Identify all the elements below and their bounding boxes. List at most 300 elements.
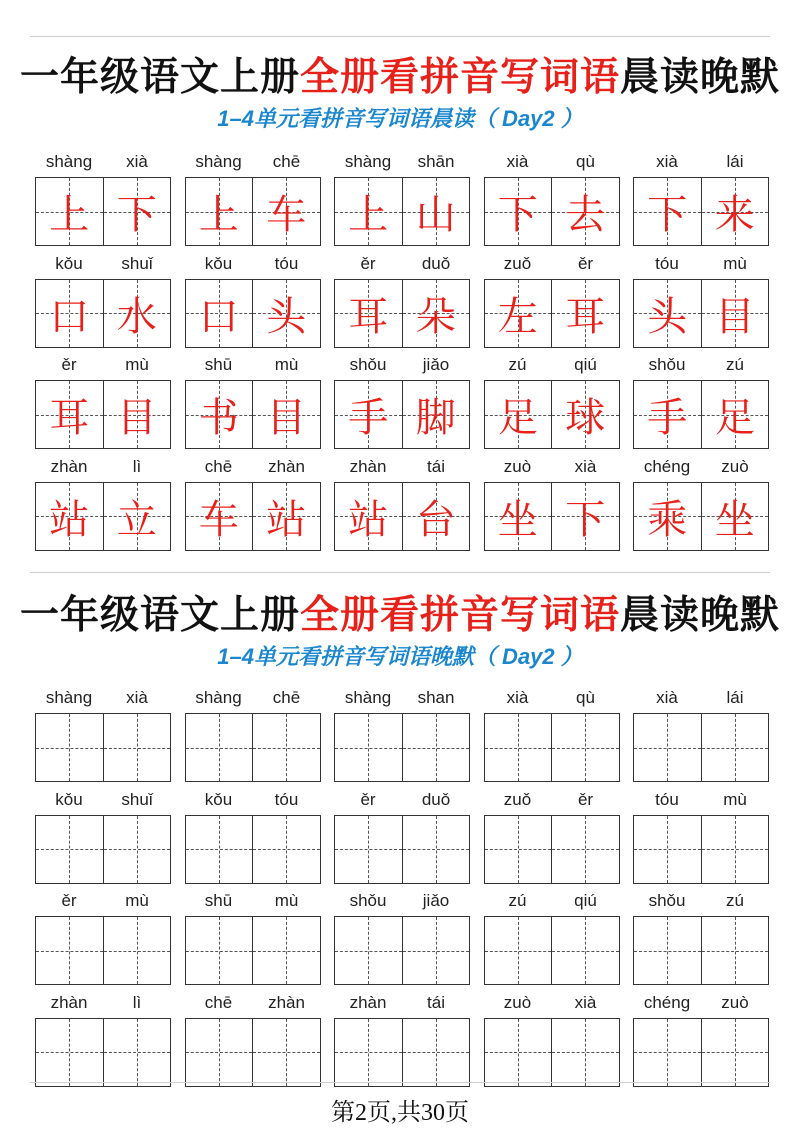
writing-cell xyxy=(36,178,104,245)
pinyin-label: chē xyxy=(204,992,233,1012)
pinyin-label: shān xyxy=(417,152,455,171)
writing-cell xyxy=(186,280,254,347)
tianzige-box xyxy=(633,916,769,985)
pinyin-label: mù xyxy=(125,891,149,910)
pinyin-label: chéng xyxy=(643,992,691,1012)
writing-cell xyxy=(702,483,769,550)
pinyin-label: shū xyxy=(204,355,233,374)
hanzi-char: 站 xyxy=(266,496,307,543)
word-item xyxy=(185,790,321,892)
pinyin-label: tóu xyxy=(655,253,679,273)
tianzige-box xyxy=(633,279,769,348)
pinyin-label: xià xyxy=(656,688,678,707)
word-item xyxy=(334,152,470,254)
title-highlight: 全册看拼音写词语 xyxy=(299,55,620,100)
pinyin-label: zuò xyxy=(721,992,749,1012)
hanzi-char: 站 xyxy=(49,496,90,543)
writing-cell[interactable] xyxy=(104,1019,171,1086)
pinyin-label: mù xyxy=(274,355,299,374)
writing-cell[interactable] xyxy=(634,1019,702,1086)
hanzi-char: 下 xyxy=(497,192,538,238)
pinyin-label: shàng xyxy=(344,688,392,707)
word-row xyxy=(35,355,771,457)
pinyin-label: xià xyxy=(506,152,529,171)
pinyin-label: shū xyxy=(204,891,233,910)
pinyin-label: duǒ xyxy=(421,789,451,809)
writing-cell xyxy=(403,280,470,347)
word-item xyxy=(35,457,171,559)
hanzi-char: 去 xyxy=(565,192,606,238)
pinyin-label: zú xyxy=(726,891,744,910)
word-item xyxy=(633,254,769,356)
tianzige-box xyxy=(35,482,171,551)
writing-cell xyxy=(253,280,320,347)
pinyin-label: shàng xyxy=(195,152,242,171)
writing-cell[interactable] xyxy=(335,714,403,781)
writing-cell[interactable] xyxy=(403,714,470,781)
word-item xyxy=(334,688,470,790)
writing-cell xyxy=(485,381,553,448)
tianzige-box xyxy=(185,713,321,782)
writing-cell[interactable] xyxy=(552,1019,619,1086)
hanzi-char: 下 xyxy=(647,192,688,238)
writing-cell xyxy=(104,483,171,550)
writing-cell xyxy=(634,483,702,550)
writing-cell[interactable] xyxy=(403,1019,470,1086)
tianzige-box xyxy=(334,1018,470,1087)
hanzi-char: 耳 xyxy=(348,293,389,340)
tianzige-box xyxy=(35,279,171,348)
word-item xyxy=(185,152,321,254)
pinyin-label: tóu xyxy=(274,253,299,273)
writing-cell xyxy=(485,280,553,347)
writing-cell[interactable] xyxy=(702,917,769,984)
pinyin-label: shǒu xyxy=(648,355,686,374)
word-item xyxy=(484,688,620,790)
tianzige-box xyxy=(633,380,769,449)
pinyin-label: chē xyxy=(272,688,301,707)
pinyin-label: ěr xyxy=(61,355,77,374)
tianzige-box xyxy=(633,815,769,884)
pinyin-label: ěr xyxy=(360,253,376,273)
pinyin-label: shàng xyxy=(195,688,242,707)
writing-cell xyxy=(552,483,619,550)
hanzi-char: 口 xyxy=(198,293,239,340)
writing-cell[interactable] xyxy=(36,816,104,883)
word-item xyxy=(484,993,620,1095)
writing-cell[interactable] xyxy=(186,917,254,984)
writing-cell[interactable] xyxy=(403,917,470,984)
writing-cell xyxy=(335,381,403,448)
writing-cell xyxy=(104,280,171,347)
hanzi-char: 头 xyxy=(266,293,307,340)
writing-cell[interactable] xyxy=(552,917,619,984)
writing-cell xyxy=(36,381,104,448)
tianzige-box xyxy=(185,1018,321,1087)
pinyin-label: xià xyxy=(126,688,148,707)
word-item xyxy=(334,993,470,1095)
tianzige-box xyxy=(334,177,470,246)
tianzige-box xyxy=(185,916,321,985)
word-row xyxy=(35,790,771,892)
hanzi-char: 脚 xyxy=(415,395,456,441)
pinyin-label: tái xyxy=(427,456,445,476)
pinyin-label: chéng xyxy=(643,456,691,476)
word-item xyxy=(185,254,321,356)
hanzi-char: 朵 xyxy=(415,293,456,340)
word-row xyxy=(35,254,771,356)
pinyin-label: shǒu xyxy=(648,891,686,910)
top-divider xyxy=(30,36,770,37)
tianzige-box xyxy=(484,177,620,246)
tianzige-box xyxy=(185,380,321,449)
tianzige-box xyxy=(484,380,620,449)
tianzige-box xyxy=(185,279,321,348)
writing-cell xyxy=(702,280,769,347)
writing-cell xyxy=(634,178,702,245)
pinyin-label: ěr xyxy=(61,891,77,910)
writing-cell[interactable] xyxy=(702,1019,769,1086)
writing-cell xyxy=(552,280,619,347)
writing-cell xyxy=(36,280,104,347)
writing-cell[interactable] xyxy=(335,1019,403,1086)
tianzige-box xyxy=(484,815,620,884)
tianzige-box xyxy=(35,713,171,782)
tianzige-box xyxy=(185,815,321,884)
word-row xyxy=(35,688,771,790)
writing-cell[interactable] xyxy=(485,816,553,883)
tianzige-box xyxy=(334,279,470,348)
pinyin-label: xià xyxy=(126,152,148,171)
pinyin-label: chē xyxy=(272,152,301,171)
pinyin-label: xià xyxy=(574,456,597,476)
pinyin-label: shuǐ xyxy=(121,253,153,273)
middle-divider xyxy=(30,572,770,573)
hanzi-char: 山 xyxy=(415,192,456,238)
hanzi-char: 左 xyxy=(497,293,538,340)
pinyin-label: xià xyxy=(506,688,529,707)
pinyin-label: kǒu xyxy=(55,789,83,809)
word-item xyxy=(484,891,620,993)
writing-cell xyxy=(335,483,403,550)
writing-cell[interactable] xyxy=(702,714,769,781)
hanzi-char: 上 xyxy=(49,192,90,238)
pinyin-label: shàng xyxy=(45,152,93,171)
word-item xyxy=(185,993,321,1095)
writing-cell[interactable] xyxy=(335,917,403,984)
hanzi-char: 上 xyxy=(198,192,239,238)
writing-cell[interactable] xyxy=(335,816,403,883)
pinyin-label: shan xyxy=(417,688,455,707)
tianzige-box xyxy=(484,916,620,985)
hanzi-char: 足 xyxy=(497,395,538,441)
pinyin-label: chē xyxy=(204,456,233,476)
hanzi-char: 水 xyxy=(116,293,157,340)
hanzi-char: 目 xyxy=(714,293,755,340)
hanzi-char: 耳 xyxy=(565,293,606,340)
word-item xyxy=(334,254,470,356)
tianzige-box xyxy=(633,713,769,782)
word-item xyxy=(185,457,321,559)
word-item xyxy=(185,355,321,457)
writing-cell xyxy=(36,483,104,550)
pinyin-label: zhàn xyxy=(349,992,387,1012)
writing-cell xyxy=(186,483,254,550)
writing-cell xyxy=(485,178,553,245)
tianzige-box xyxy=(185,482,321,551)
pinyin-label: tái xyxy=(427,992,445,1012)
word-row xyxy=(35,152,771,254)
writing-cell[interactable] xyxy=(634,714,702,781)
word-item xyxy=(35,891,171,993)
hanzi-char: 目 xyxy=(266,395,307,441)
tianzige-box xyxy=(633,177,769,246)
writing-cell xyxy=(403,483,470,550)
tianzige-box xyxy=(484,1018,620,1087)
pinyin-label: xià xyxy=(574,992,597,1012)
title-part: 一年级语文上册 xyxy=(19,593,300,638)
pinyin-label: duǒ xyxy=(421,253,451,273)
writing-cell xyxy=(104,178,171,245)
pinyin-label: zú xyxy=(508,355,527,374)
word-item xyxy=(334,457,470,559)
writing-cell[interactable] xyxy=(253,1019,320,1086)
pinyin-label: mù xyxy=(723,789,747,809)
title-part: 一年级语文上册 xyxy=(19,55,300,100)
section-subtitle: 1–4单元看拼音写词语晚默（ Day2 ） xyxy=(217,644,583,669)
pinyin-label: shàng xyxy=(45,688,93,707)
tianzige-box xyxy=(185,177,321,246)
title-part: 晨读晚默 xyxy=(620,55,781,100)
word-item xyxy=(35,355,171,457)
writing-cell[interactable] xyxy=(104,714,171,781)
writing-cell xyxy=(634,381,702,448)
writing-cell[interactable] xyxy=(552,714,619,781)
pinyin-label: tóu xyxy=(274,789,299,809)
word-row xyxy=(35,457,771,559)
writing-cell xyxy=(335,178,403,245)
pinyin-label: qiú xyxy=(574,891,597,910)
pinyin-label: shuǐ xyxy=(121,789,153,809)
pinyin-label: lì xyxy=(132,456,142,476)
tianzige-box xyxy=(633,1018,769,1087)
tianzige-box xyxy=(484,713,620,782)
hanzi-char: 车 xyxy=(266,192,307,238)
tianzige-box xyxy=(35,916,171,985)
tianzige-box xyxy=(35,380,171,449)
word-item xyxy=(35,254,171,356)
pinyin-label: xià xyxy=(656,152,678,171)
tianzige-box xyxy=(334,380,470,449)
word-item xyxy=(484,457,620,559)
pinyin-label: zhàn xyxy=(268,456,305,476)
pinyin-label: mù xyxy=(125,355,149,374)
pinyin-label: zhàn xyxy=(268,992,305,1012)
writing-cell[interactable] xyxy=(186,1019,254,1086)
writing-cell[interactable] xyxy=(36,1019,104,1086)
writing-cell xyxy=(253,483,320,550)
hanzi-char: 头 xyxy=(647,293,688,340)
pinyin-label: lì xyxy=(132,992,142,1012)
hanzi-char: 口 xyxy=(49,293,90,340)
word-item xyxy=(334,790,470,892)
hanzi-char: 耳 xyxy=(49,395,90,441)
pinyin-label: shǒu xyxy=(349,891,387,910)
pinyin-label: jiǎo xyxy=(422,891,450,910)
writing-cell xyxy=(335,280,403,347)
pinyin-label: zhàn xyxy=(50,992,88,1012)
pinyin-label: zuǒ xyxy=(503,789,532,809)
title-highlight: 全册看拼音写词语 xyxy=(299,593,620,638)
word-item xyxy=(633,355,769,457)
page-number: 第2页,共30页 xyxy=(331,1100,469,1126)
pinyin-label: zuǒ xyxy=(503,253,532,273)
tianzige-box xyxy=(334,916,470,985)
writing-cell[interactable] xyxy=(186,714,254,781)
hanzi-char: 上 xyxy=(348,192,389,238)
pinyin-label: zú xyxy=(726,355,744,374)
hanzi-char: 足 xyxy=(714,395,755,441)
pinyin-label: kǒu xyxy=(55,253,83,273)
tianzige-box xyxy=(35,1018,171,1087)
pinyin-label: kǒu xyxy=(204,789,233,809)
writing-cell[interactable] xyxy=(634,917,702,984)
writing-cell xyxy=(634,280,702,347)
writing-cell[interactable] xyxy=(253,714,320,781)
hanzi-char: 坐 xyxy=(714,496,755,543)
writing-cell xyxy=(253,178,320,245)
hanzi-char: 站 xyxy=(348,496,389,543)
writing-cell[interactable] xyxy=(253,917,320,984)
hanzi-char: 来 xyxy=(714,192,755,238)
pinyin-label: mù xyxy=(274,891,299,910)
section-title xyxy=(0,584,800,640)
word-item xyxy=(633,993,769,1095)
section-subtitle: 1–4单元看拼音写词语晨读（ Day2 ） xyxy=(217,106,583,131)
tianzige-box xyxy=(633,482,769,551)
hanzi-char: 下 xyxy=(116,192,157,238)
writing-cell xyxy=(702,178,769,245)
title-part: 晨读晚默 xyxy=(620,593,781,638)
pinyin-label: ěr xyxy=(360,789,376,809)
tianzige-box xyxy=(334,713,470,782)
writing-cell[interactable] xyxy=(104,816,171,883)
pinyin-label: lái xyxy=(726,152,744,171)
hanzi-char: 坐 xyxy=(497,496,538,543)
pinyin-label: zuò xyxy=(721,456,749,476)
writing-cell[interactable] xyxy=(552,816,619,883)
word-row xyxy=(35,891,771,993)
pinyin-label: jiǎo xyxy=(422,355,450,374)
word-item xyxy=(633,457,769,559)
tianzige-box xyxy=(484,482,620,551)
writing-cell[interactable] xyxy=(634,816,702,883)
pinyin-label: kǒu xyxy=(204,253,233,273)
pinyin-label: zú xyxy=(508,891,527,910)
word-item xyxy=(484,355,620,457)
pinyin-label: zuò xyxy=(503,456,532,476)
writing-cell[interactable] xyxy=(403,816,470,883)
pinyin-label: shǒu xyxy=(349,355,387,374)
hanzi-char: 书 xyxy=(198,395,239,441)
word-item xyxy=(35,152,171,254)
writing-cell xyxy=(186,381,254,448)
hanzi-char: 球 xyxy=(565,395,606,441)
pinyin-label: mù xyxy=(723,253,747,273)
pinyin-label: lái xyxy=(726,688,744,707)
hanzi-char: 台 xyxy=(415,496,456,543)
pinyin-label: qù xyxy=(576,688,595,707)
word-item xyxy=(633,688,769,790)
pinyin-label: ěr xyxy=(577,253,594,273)
section-title xyxy=(0,46,800,102)
writing-cell[interactable] xyxy=(36,917,104,984)
pinyin-label: tóu xyxy=(655,789,679,809)
word-item xyxy=(633,152,769,254)
writing-cell[interactable] xyxy=(702,816,769,883)
word-item xyxy=(484,254,620,356)
word-item xyxy=(185,891,321,993)
hanzi-char: 下 xyxy=(565,496,606,543)
writing-cell xyxy=(186,178,254,245)
word-item xyxy=(35,688,171,790)
word-item xyxy=(633,790,769,892)
word-item xyxy=(334,355,470,457)
writing-cell[interactable] xyxy=(186,816,254,883)
writing-cell xyxy=(485,483,553,550)
word-item xyxy=(35,790,171,892)
pinyin-label: qù xyxy=(576,152,595,171)
hanzi-char: 手 xyxy=(647,395,688,441)
pinyin-label: zhàn xyxy=(349,456,387,476)
bottom-divider xyxy=(30,1082,770,1083)
word-item xyxy=(334,891,470,993)
writing-cell xyxy=(253,381,320,448)
writing-cell[interactable] xyxy=(485,1019,553,1086)
writing-cell[interactable] xyxy=(253,816,320,883)
writing-cell[interactable] xyxy=(36,714,104,781)
writing-cell[interactable] xyxy=(104,917,171,984)
hanzi-char: 目 xyxy=(116,395,157,441)
tianzige-box xyxy=(35,815,171,884)
hanzi-char: 乘 xyxy=(647,496,688,543)
writing-cell xyxy=(552,178,619,245)
writing-cell xyxy=(104,381,171,448)
writing-cell[interactable] xyxy=(485,917,553,984)
hanzi-char: 手 xyxy=(348,395,389,441)
word-item xyxy=(35,993,171,1095)
writing-cell xyxy=(702,381,769,448)
tianzige-box xyxy=(334,482,470,551)
tianzige-box xyxy=(484,279,620,348)
writing-cell xyxy=(403,178,470,245)
pinyin-label: zhàn xyxy=(50,456,88,476)
writing-cell xyxy=(552,381,619,448)
tianzige-box xyxy=(334,815,470,884)
pinyin-label: shàng xyxy=(344,152,392,171)
tianzige-box xyxy=(35,177,171,246)
word-item xyxy=(185,688,321,790)
word-item xyxy=(484,152,620,254)
word-item xyxy=(633,891,769,993)
pinyin-label: qiú xyxy=(574,355,597,374)
pinyin-label: zuò xyxy=(503,992,532,1012)
pinyin-label: ěr xyxy=(577,789,594,809)
hanzi-char: 立 xyxy=(116,496,157,543)
word-item xyxy=(484,790,620,892)
writing-cell[interactable] xyxy=(485,714,553,781)
writing-cell xyxy=(403,381,470,448)
